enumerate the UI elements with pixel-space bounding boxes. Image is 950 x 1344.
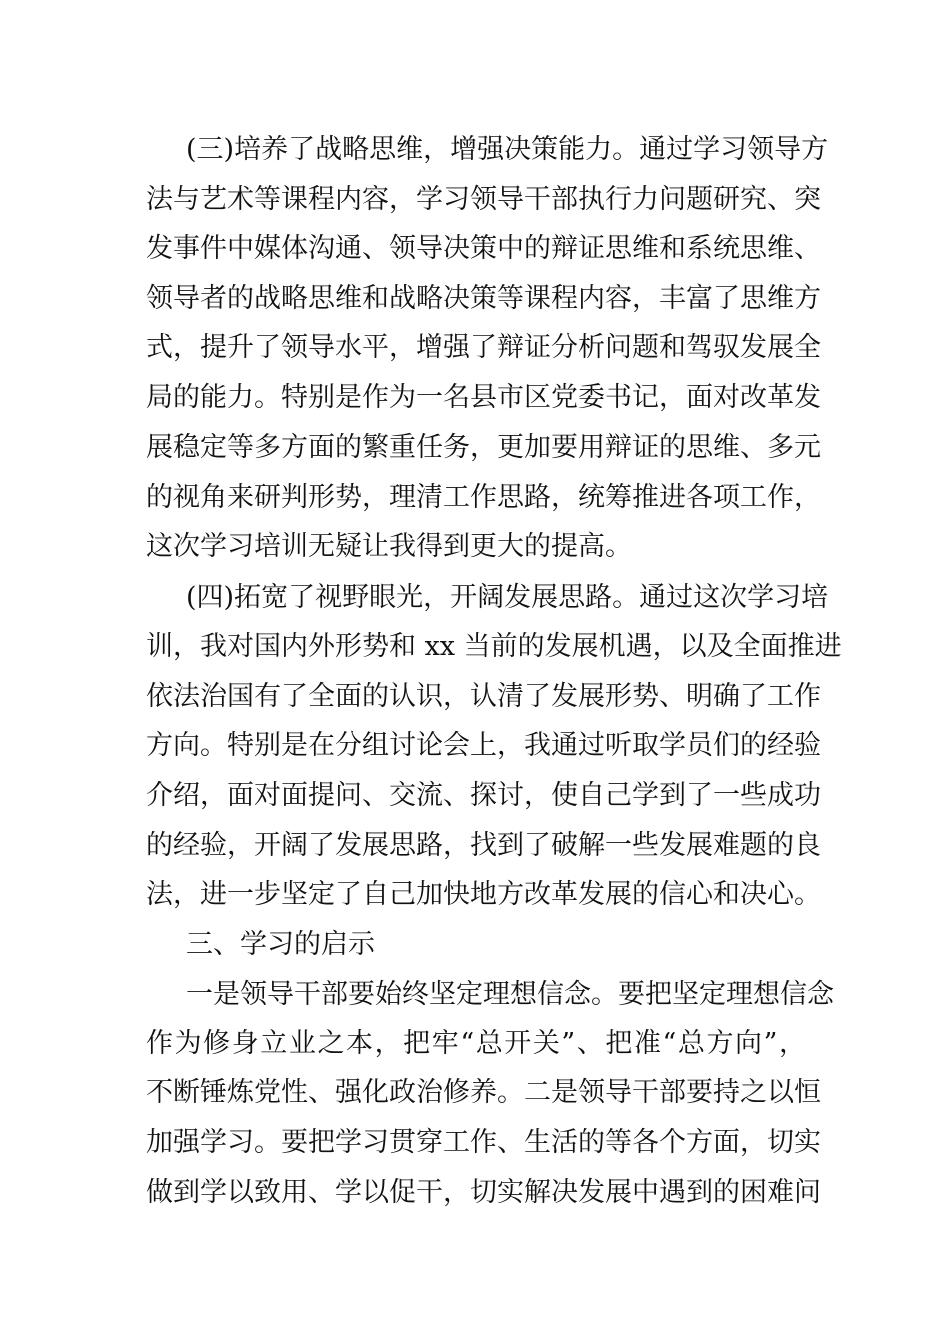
section-heading: 三、学习的启示 (186, 929, 375, 960)
text-line: 的视角来研判形势，理清工作思路，统筹推进各项工作， (146, 482, 821, 513)
text-line: 这次学习培训无疑让我得到更大的提高。 (146, 531, 632, 562)
text-line: 不断锤炼党性、强化政治修养。二是领导干部要持之以恒 (146, 1077, 821, 1108)
text-line: 局的能力。特别是作为一名县市区党委书记，面对改革发 (146, 382, 821, 413)
text-line: (三)培养了战略思维，增强决策能力。通过学习领导方 (186, 134, 829, 165)
text-line: 介绍，面对面提问、交流、探讨，使自己学到了一些成功 (146, 780, 821, 811)
text-line: 法与艺术等课程内容，学习领导干部执行力问题研究、突 (146, 184, 821, 215)
text-line: 加强学习。要把学习贯穿工作、生活的等各个方面，切实 (146, 1127, 821, 1158)
text-line: 方向。特别是在分组讨论会上，我通过听取学员们的经验 (146, 730, 821, 761)
text-line: 一是领导干部要始终坚定理想信念。要把坚定理想信念 (186, 979, 834, 1010)
text-line: 发事件中媒体沟通、领导决策中的辩证思维和系统思维、 (146, 233, 821, 264)
text-line: 依法治国有了全面的认识，认清了发展形势、明确了工作 (146, 681, 821, 712)
text-line: 式，提升了领导水平，增强了辩证分析问题和驾驭发展全 (146, 332, 821, 363)
text-line: (四)拓宽了视野眼光，开阔发展思路。通过这次学习培 (186, 582, 829, 613)
text-line: 法，进一步坚定了自己加快地方改革发展的信心和决心。 (146, 879, 821, 910)
text-line: 训，我对国内外形势和 xx 当前的发展机遇，以及全面推进 (146, 631, 842, 662)
text-line: 展稳定等多方面的繁重任务，更加要用辩证的思维、多元 (146, 432, 821, 463)
text-line: 作为修身立业之本，把牢“总开关”、把准“总方向”， (146, 1028, 806, 1059)
text-line: 做到学以致用、学以促干，切实解决发展中遇到的困难问 (146, 1177, 821, 1208)
text-line: 的经验，开阔了发展思路，找到了破解一些发展难题的良 (146, 830, 821, 861)
text-line: 领导者的战略思维和战略决策等课程内容，丰富了思维方 (146, 283, 821, 314)
